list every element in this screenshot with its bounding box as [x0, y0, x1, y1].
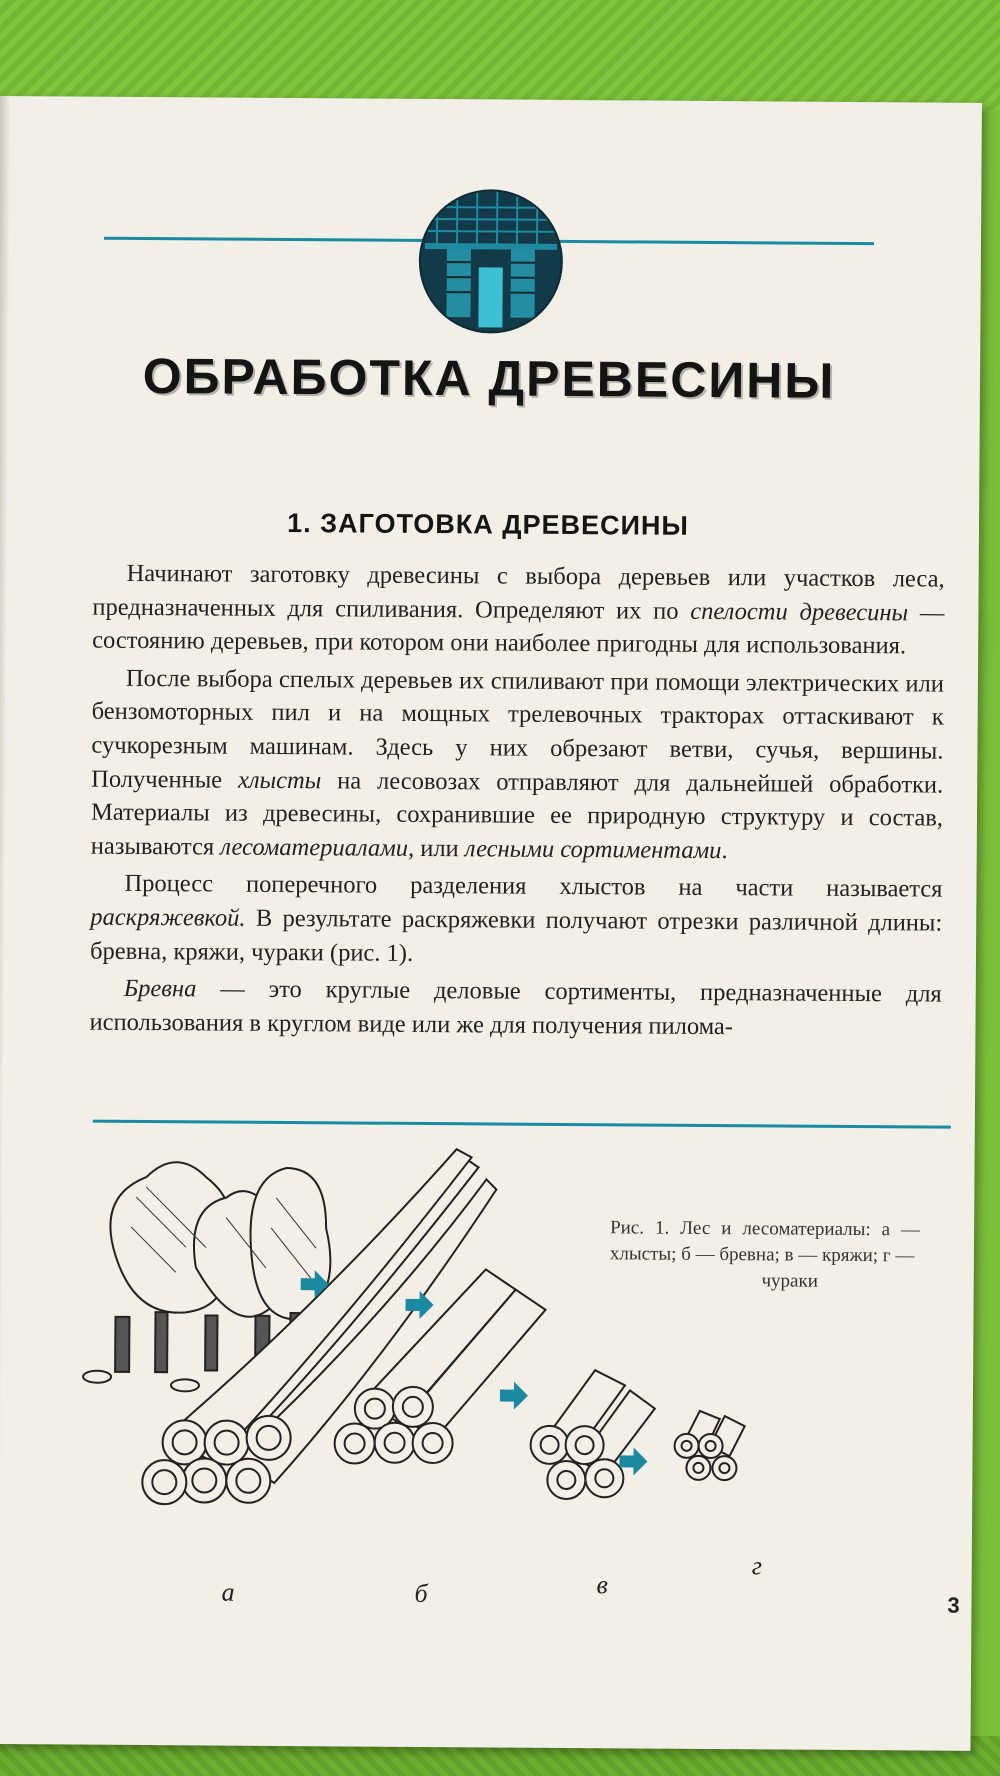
paragraph: [89, 972, 941, 1045]
text-run: Начинают заготовку древесины с выбора деревьев или участков леса, предназначенных для спиливания. Определяют их по: [92, 559, 945, 625]
text-run: В результате раскряжевки получают отрезки различной длины: бревна, кряжи, чураки (рис. 1).: [89, 904, 943, 967]
arrow-icon: [619, 1447, 647, 1475]
text-run: — состоянию деревьев, при котором они наиболее пригодны для использования.: [92, 598, 945, 660]
text-run: После выбора спелых деревьев их спиливают при помощи электрических или бензомоторных пил и на мощных трелевочных тракторах оттаскивают к сучкорезным машинам. Здесь у них обрезают ветви, сучья, вершины. Полученные: [91, 664, 945, 794]
figure-label-v: в: [596, 1570, 609, 1600]
italic-term: спелости древесины: [690, 597, 909, 626]
page-number: 3: [947, 1592, 960, 1618]
italic-term: лесными сортиментами: [464, 835, 722, 864]
figure-label-a: а: [221, 1577, 235, 1607]
text-run: на лесовозах отправляют для дальнейшей обработки. Материалы из древесины, сохранившие ее природную структуру и состав, называются: [90, 766, 944, 861]
figure-label-g: г: [751, 1551, 763, 1581]
paragraph: [90, 867, 943, 974]
text-run: Процесс поперечного разделения хлыстов на части называется: [124, 870, 943, 903]
arrow-icon: [500, 1382, 528, 1410]
text-run: — это круглые деловые сортименты, предназначенные для использования в круглом виде или же для получения пилома-: [89, 975, 942, 1040]
background-green-top: [0, 0, 1000, 110]
figure-divider: [93, 1120, 951, 1129]
logs-group-v: [530, 1370, 655, 1500]
figure-caption: [610, 1215, 921, 1295]
italic-term: Бревна: [123, 975, 197, 1003]
caption-last-line: чураки: [761, 1270, 819, 1292]
italic-term: раскряжевкой.: [90, 903, 246, 932]
italic-term: лесоматериалами,: [220, 833, 415, 862]
book-page: [0, 96, 982, 1751]
text-run: .: [721, 836, 728, 864]
header-rule-right: [559, 240, 874, 245]
text-run: или: [414, 834, 465, 863]
figure-label-b: б: [414, 1578, 428, 1609]
paragraph: [92, 557, 945, 664]
chapter-title: ОБРАБОТКА ДРЕВЕСИНЫ: [142, 348, 836, 409]
body-text: [89, 557, 944, 1049]
caption-main: Рис. 1. Лес и лесоматериалы: а — хлысты; б — бревна; в — кряжи; г —: [609, 1217, 921, 1267]
header-rule-left: [104, 237, 429, 242]
page-edge: [0, 96, 10, 1744]
paragraph: [91, 661, 944, 869]
section-title: 1. ЗАГОТОВКА ДРЕВЕСИНЫ: [287, 508, 690, 541]
logs-group-g: [674, 1411, 744, 1480]
chapter-emblem-icon: [416, 187, 565, 336]
italic-term: хлысты: [237, 766, 322, 794]
